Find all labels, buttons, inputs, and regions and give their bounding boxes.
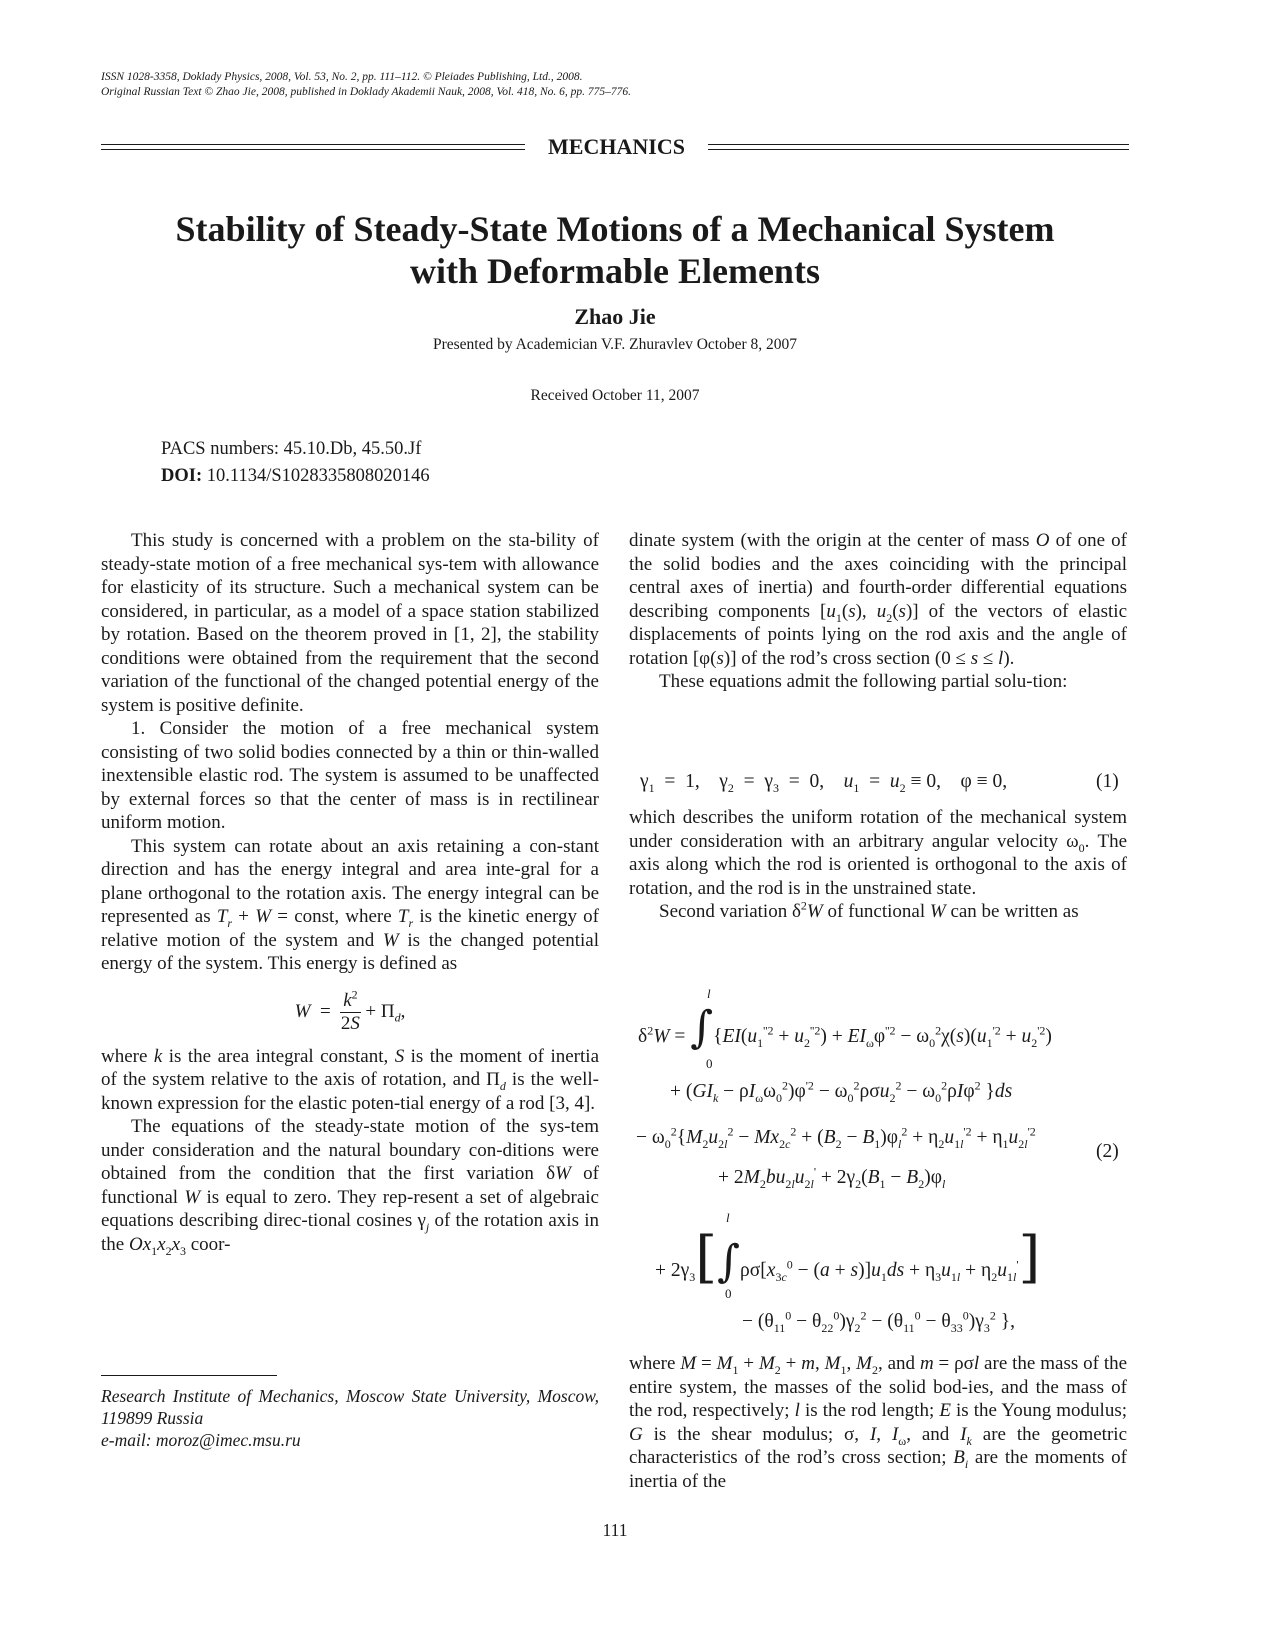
- body-paragraph: where $M = M_1 + M_2 + m$, $M_1$, $M_2$, and m = ρσl are the mass of the entire system, the masses of the solid bod-ies, and the mass of the rod, respectively; l is the rod length; E is the Young modulus; G is the shear modulus; σ, I, $I_\omega$, and $I_k$ are the geometric characteristics of the rod’s cross section; $B_i$ are the moments of inertia of the: [629, 1353, 1128, 1492]
- footnote: [101, 1385, 599, 1451]
- equation-2-line-3: − $\omega_0^2\{M_2u_{2l}^2 - Mx_{2c}^2 + (B_2 - B_1)\varphi_l^2 + \eta_2u_{1l}^{'2} + \eta_1u_{2l}^{'2}$: [636, 1124, 1036, 1151]
- left-column: [101, 529, 599, 1256]
- section-rule-right: [708, 144, 1129, 150]
- equation-2-line-4: + $2M_2bu_{2l}u_{2l}' + 2\gamma_2(B_1 - B_2)\varphi_l$: [718, 1164, 946, 1191]
- doi-value: 10.1134/S1028335808020146: [206, 466, 430, 486]
- equation-2-line-6: − $(\theta_{11}^0 - \theta_{22}^0)\gamma_2^2 - (\theta_{11}^0 - \theta_{33}^0)\gamma_3^2$ },: [742, 1308, 1015, 1335]
- affiliation: Research Institute of Mechanics, Moscow State University, Moscow, 119899 Russia: [101, 1386, 599, 1428]
- footnote-rule: [101, 1375, 277, 1376]
- body-paragraph: dinate system (with the origin at the center of mass O of one of the solid bodies and the axes coinciding with the principal central axes of inertia) and fourth-order differential equations describing components [$u_1(s)$, $u_2(s)$] of the vectors of elastic displacements of points lying on the rod axis and the angle of rotation [φ(s)] of the rod’s cross section (0 ≤ s ≤ l).: [629, 530, 1128, 669]
- right-column-cont: [629, 806, 1127, 924]
- equation-1: $\gamma_1 = 1$, $\gamma_2 = \gamma_3 = 0$, $u_1 = u_2 \equiv 0$, φ ≡ 0,: [640, 771, 1008, 795]
- equation-2-line-2: + $(GI_k - \rho I_\omega\omega_0^2)\varphi^{'2} - \omega_0^2\rho\sigma u_2^2 - \omega_0^2\rho I\varphi^2$ }ds: [670, 1078, 1013, 1105]
- body-paragraph: which describes the uniform rotation of the mechanical system under consideration with an arbitrary angular velocity $\omega_0$. The axis along which the rod is oriented is orthogonal to the axis of rotation, and the rod is in the unstrained state.: [629, 807, 1127, 899]
- title-line-2: with Deformable Elements: [410, 251, 820, 291]
- body-paragraph: The equations of the steady-state motion of the sys-tem under consideration and the natural boundary con-ditions were obtained from the condition that the first variation δW of functional W is equal to zero. They rep-resent a set of algebraic equations describing direc-tional cosines $\gamma_j$ of the rotation axis in the $Ox_1x_2x_3$ coor-: [101, 1116, 599, 1258]
- header-line-1: ISSN 1028-3358, Doklady Physics, 2008, Vol. 53, No. 2, pp. 111–112. © Pleiades Publishing, Ltd., 2008.: [101, 71, 583, 83]
- body-paragraph: This study is concerned with a problem on the sta-bility of steady-state motion of a free mechanical sys-tem with allowance for elasticity of its structure. Such a mechanical system can be considered, in particular, as a model of a space station stabilized by rotation. Based on the theorem proved in [1, 2], the stability conditions were obtained from the requirement that the second variation of the functional of the changed potential energy of the system is positive definite.: [101, 530, 599, 716]
- body-paragraph: 1. Consider the motion of a free mechanical system consisting of two solid bodies connected by a thin or thin-walled inextensible elastic rod. The system is assumed to be unaffected by external forces so that the center of mass is in rectilinear uniform motion.: [101, 718, 599, 833]
- equation-2-label: (2): [1096, 1141, 1119, 1162]
- body-paragraph: These equations admit the following partial solu-tion:: [659, 671, 1068, 692]
- received-date: Received October 11, 2007: [530, 387, 700, 404]
- doi-label: DOI:: [161, 466, 203, 486]
- section-title: MECHANICS: [548, 134, 685, 159]
- paper-title: [101, 208, 1129, 292]
- section-rule-left: [101, 144, 525, 150]
- presented-by: Presented by Academician V.F. Zhuravlev October 8, 2007: [432, 336, 798, 353]
- page-number: 111: [602, 1520, 628, 1540]
- integral-sign: ∫: [690, 1002, 714, 1053]
- right-column: [629, 529, 1127, 694]
- body-paragraph: This system can rotate about an axis retaining a con-stant direction and has the energy integral and area inte-gral for a plane orthogonal to the rotation axis. The energy integral can be represented as $T_r + W$ = const, where $T_r$ is the kinetic energy of relative motion of the system and W is the changed potential energy of the system. This energy is defined as: [101, 835, 600, 974]
- journal-header: [101, 70, 901, 100]
- author-name: Zhao Jie: [574, 304, 656, 329]
- right-column-end: [629, 1352, 1127, 1493]
- integral-lower-limit: 0: [706, 1056, 713, 1071]
- bracket-left: [: [695, 1225, 718, 1290]
- bracket-right: ]: [1018, 1225, 1041, 1290]
- integral-2-upper-limit: l: [726, 1210, 730, 1225]
- email: e-mail: moroz@imec.msu.ru: [101, 1430, 301, 1450]
- section-heading: [101, 133, 1129, 161]
- pacs-numbers: PACS numbers: 45.10.Db, 45.50.Jf: [161, 439, 422, 459]
- equation-2-line-1: $\delta^2W = \int\{EI(u_1^{''2} + u_2^{''2}) + EI_\omega\varphi^{''2} - \omega_0^2\chi(s)(u_1^{'2} + u_2^{'2})$: [638, 1002, 1052, 1053]
- body-paragraph: Second variation $\delta^2W$ of functional W can be written as: [659, 898, 1079, 922]
- body-paragraph: where k is the area integral constant, S is the moment of inertia of the system relative to the axis of rotation, and $\Pi_d$ is the well-known expression for the elastic poten-tial energy of a rod [3, 4].: [101, 1045, 599, 1114]
- integral-upper-limit: l: [707, 986, 711, 1001]
- doi: [161, 463, 430, 489]
- integral-sign-2: ∫: [717, 1236, 741, 1287]
- title-line-1: Stability of Steady-State Motions of a Mechanical System: [175, 209, 1055, 249]
- equation-2-line-5: + $2\gamma_3[\int\rho\sigma[x_{3c}^0 - (a + s)]u_1ds + \eta_3u_{1l} + \eta_2u_{1l}']$: [655, 1225, 1041, 1290]
- integral-2-lower-limit: 0: [725, 1286, 732, 1301]
- header-line-2: Original Russian Text © Zhao Jie, 2008, published in Doklady Akademii Nauk, 2008, Vol. 418, No. 6, pp. 775–776.: [101, 86, 632, 98]
- equation-1-label: (1): [1096, 771, 1119, 792]
- energy-equation: W = $\frac{k^2}{2S}$ + $\Pi_d$,: [294, 987, 406, 1034]
